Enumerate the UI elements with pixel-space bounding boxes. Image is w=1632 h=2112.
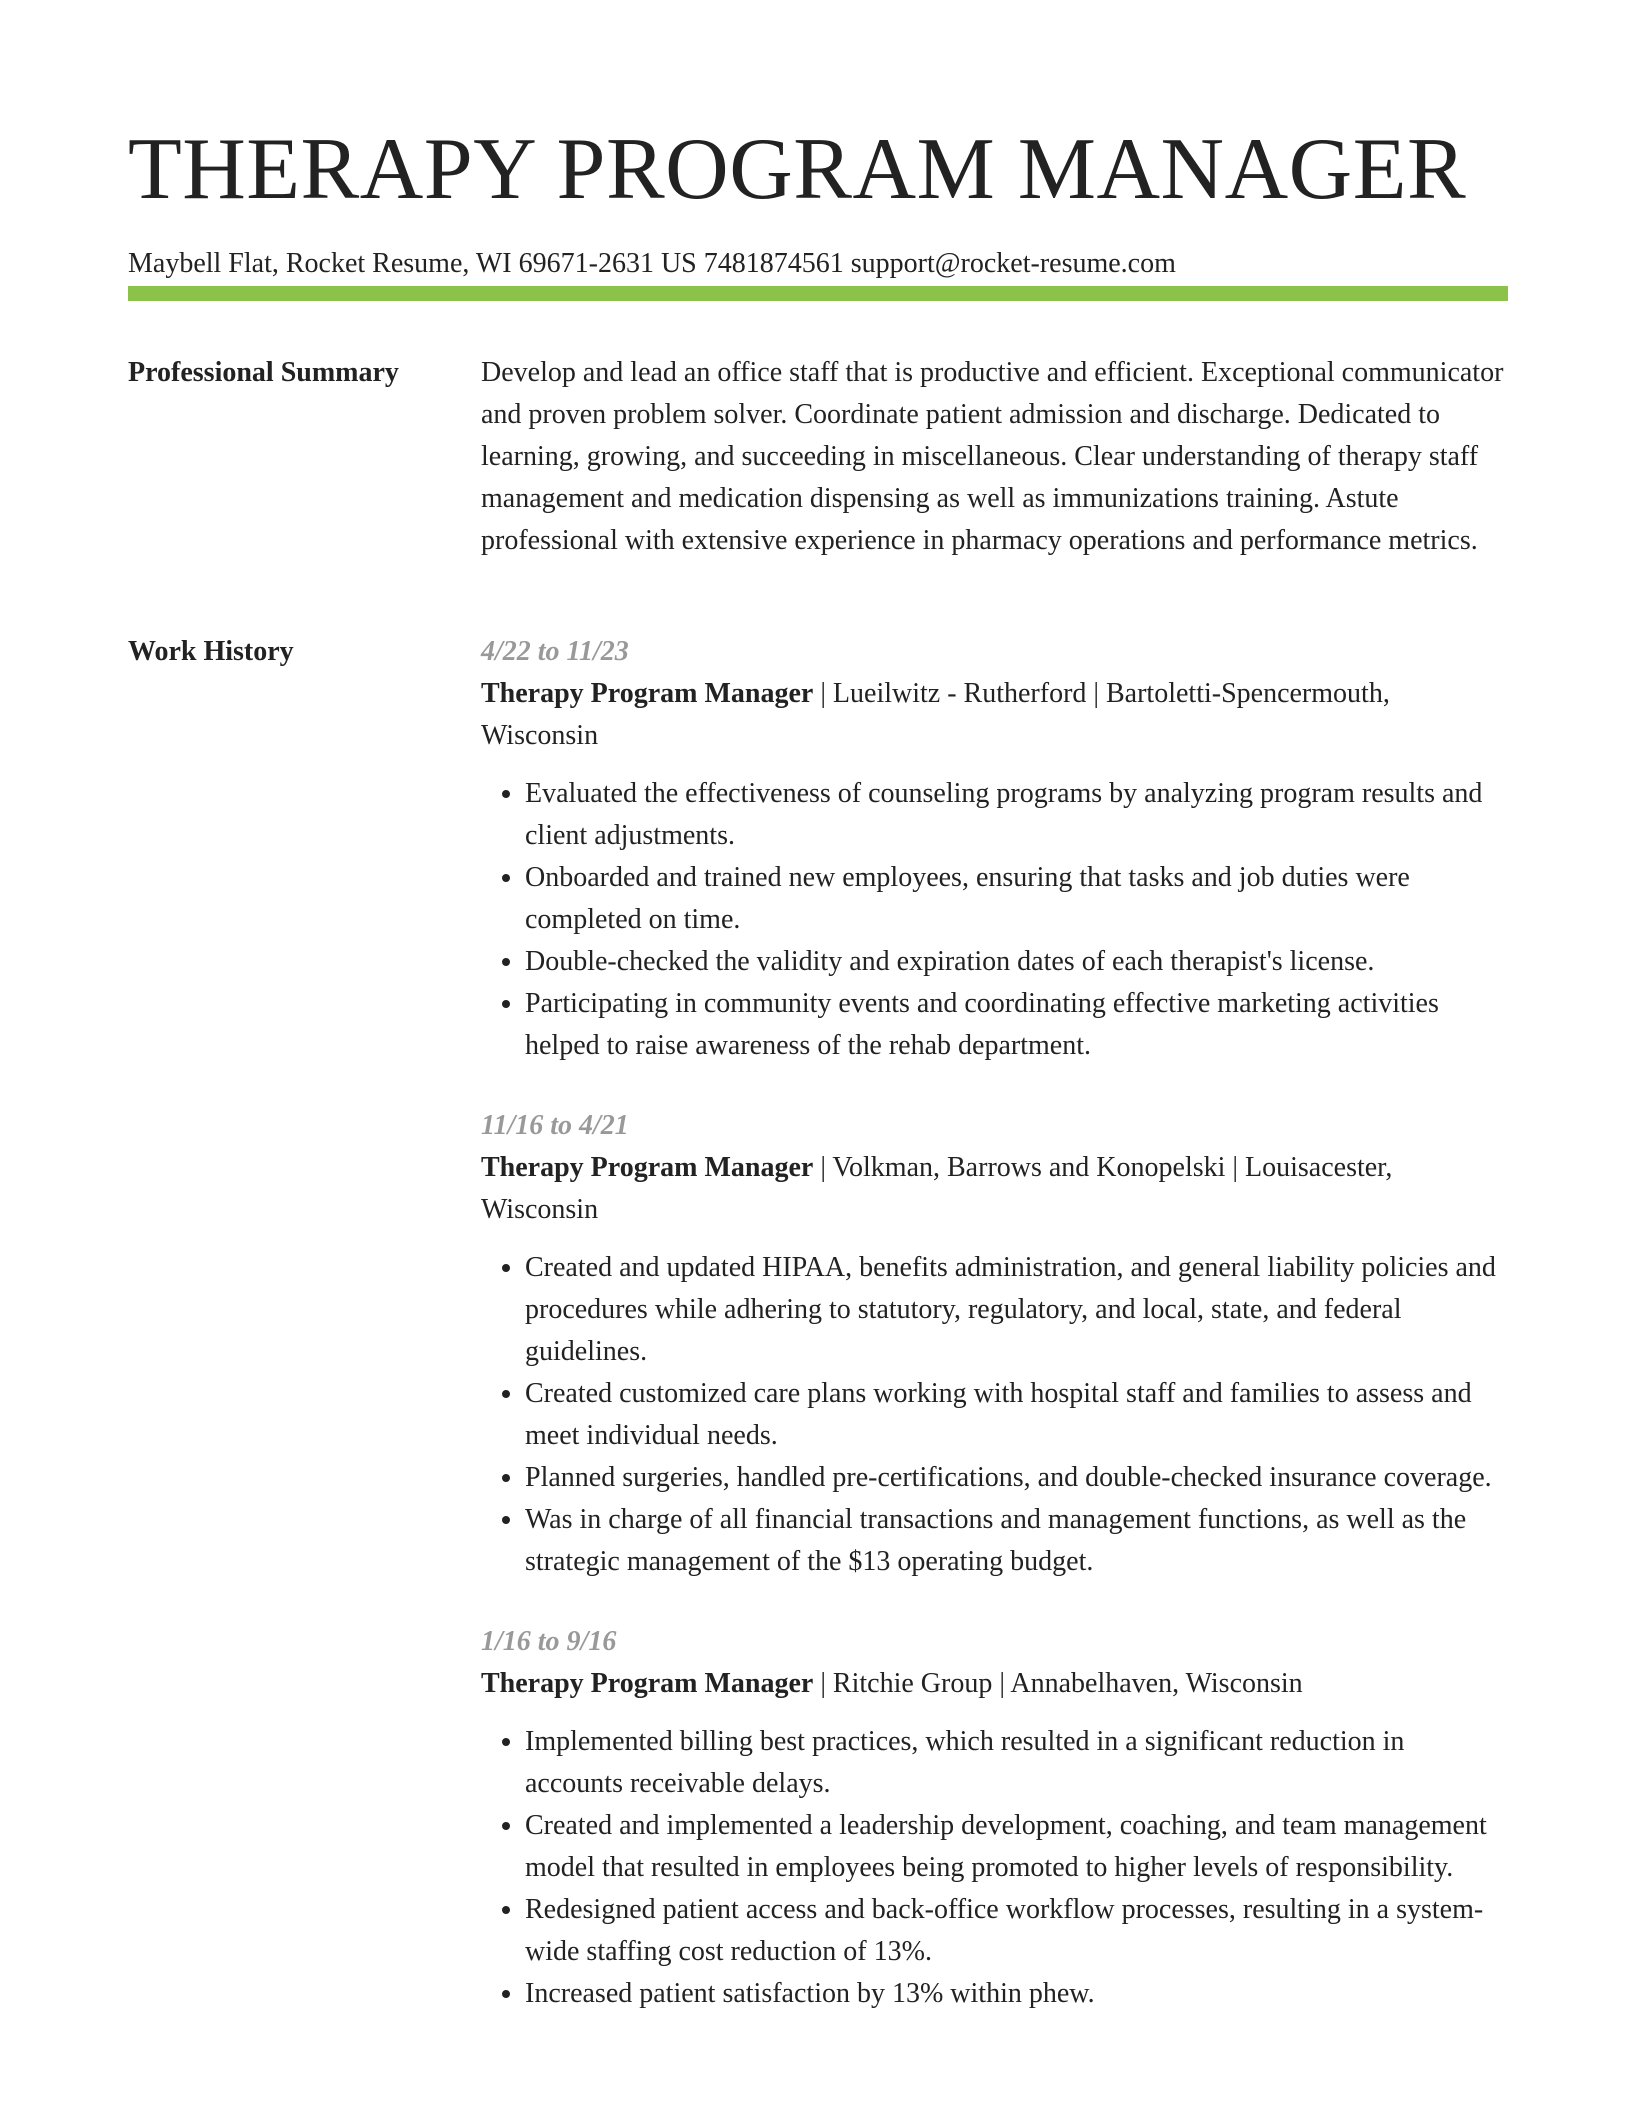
job-bullets [481, 1721, 1508, 2015]
job-details: | Volkman, Barrows and Konopelski | Louisacester, Wisconsin [481, 1152, 1393, 1225]
job-entry [481, 631, 1508, 1067]
job-bullet: • Created and updated HIPAA, benefits administration, and general liability policies and procedures while adhering to statutory, regulatory, and local, state, and federal guidelines. [525, 1247, 1508, 1373]
job-bullet: • Increased patient satisfaction by 13% within phew. [525, 1973, 1508, 2015]
resume-title: THERAPY PROGRAM MANAGER [128, 121, 1467, 218]
job-bullet: • Planned surgeries, handled pre-certifications, and double-checked insurance coverage. [525, 1457, 1508, 1499]
job-bullet: • Evaluated the effectiveness of counseling programs by analyzing program results and client adjustments. [525, 773, 1508, 857]
job-dates: 11/16 to 4/21 [481, 1110, 629, 1141]
job-details: | Ritchie Group | Annabelhaven, Wisconsin [813, 1668, 1303, 1699]
job-dates: 4/22 to 11/23 [481, 636, 629, 667]
job-details: | Lueilwitz - Rutherford | Bartoletti-Spencermouth, Wisconsin [481, 678, 1390, 751]
job-bullet: • Was in charge of all financial transactions and management functions, as well as the strategic management of the $13 operating budget. [525, 1499, 1508, 1583]
contact-info: Maybell Flat, Rocket Resume, WI 69671-2631 US 7481874561 support@rocket-resume.com [128, 248, 1176, 279]
summary-text: Develop and lead an office staff that is productive and efficient. Exceptional communicator and proven problem solver. Coordinate patient admission and discharge. Dedicated to learning, growing, and succeeding in miscellaneous. Clear understanding of therapy staff management and medication dispensing as well as immunizations training. Astute professional with extensive experience in pharmacy operations and performance metrics. [481, 357, 1504, 556]
job-bullet: • Created and implemented a leadership development, coaching, and team management model that resulted in employees being promoted to higher levels of responsibility. [525, 1805, 1508, 1889]
resume-header [128, 118, 1508, 282]
job-entry [481, 1621, 1508, 2015]
job-dates: 1/16 to 9/16 [481, 1626, 617, 1657]
job-title-line [481, 1147, 1508, 1231]
section-label-work-history: Work History [128, 636, 294, 667]
job-bullet: • Created customized care plans working with hospital staff and families to assess and meet individual needs. [525, 1373, 1508, 1457]
job-title: Therapy Program Manager [481, 678, 814, 709]
accent-divider [128, 286, 1508, 301]
job-bullet: • Redesigned patient access and back-office workflow processes, resulting in a system-wide staffing cost reduction of 13%. [525, 1889, 1508, 1973]
job-entry [481, 1105, 1508, 1583]
job-title: Therapy Program Manager [481, 1152, 814, 1183]
section-label-summary: Professional Summary [128, 357, 399, 388]
job-bullet: • Double-checked the validity and expiration dates of each therapist's license. [525, 941, 1508, 983]
job-title: Therapy Program Manager [481, 1668, 814, 1699]
job-bullet: • Implemented billing best practices, which resulted in a significant reduction in accounts receivable delays. [525, 1721, 1508, 1805]
summary-body [481, 352, 1508, 562]
job-title-line [481, 673, 1508, 757]
job-title-line [481, 1663, 1508, 1705]
work-history-body [481, 631, 1508, 2053]
job-bullet: • Onboarded and trained new employees, ensuring that tasks and job duties were completed on time. [525, 857, 1508, 941]
job-bullets [481, 1247, 1508, 1583]
job-bullets [481, 773, 1508, 1067]
job-bullet: • Participating in community events and coordinating effective marketing activities helped to raise awareness of the rehab department. [525, 983, 1508, 1067]
